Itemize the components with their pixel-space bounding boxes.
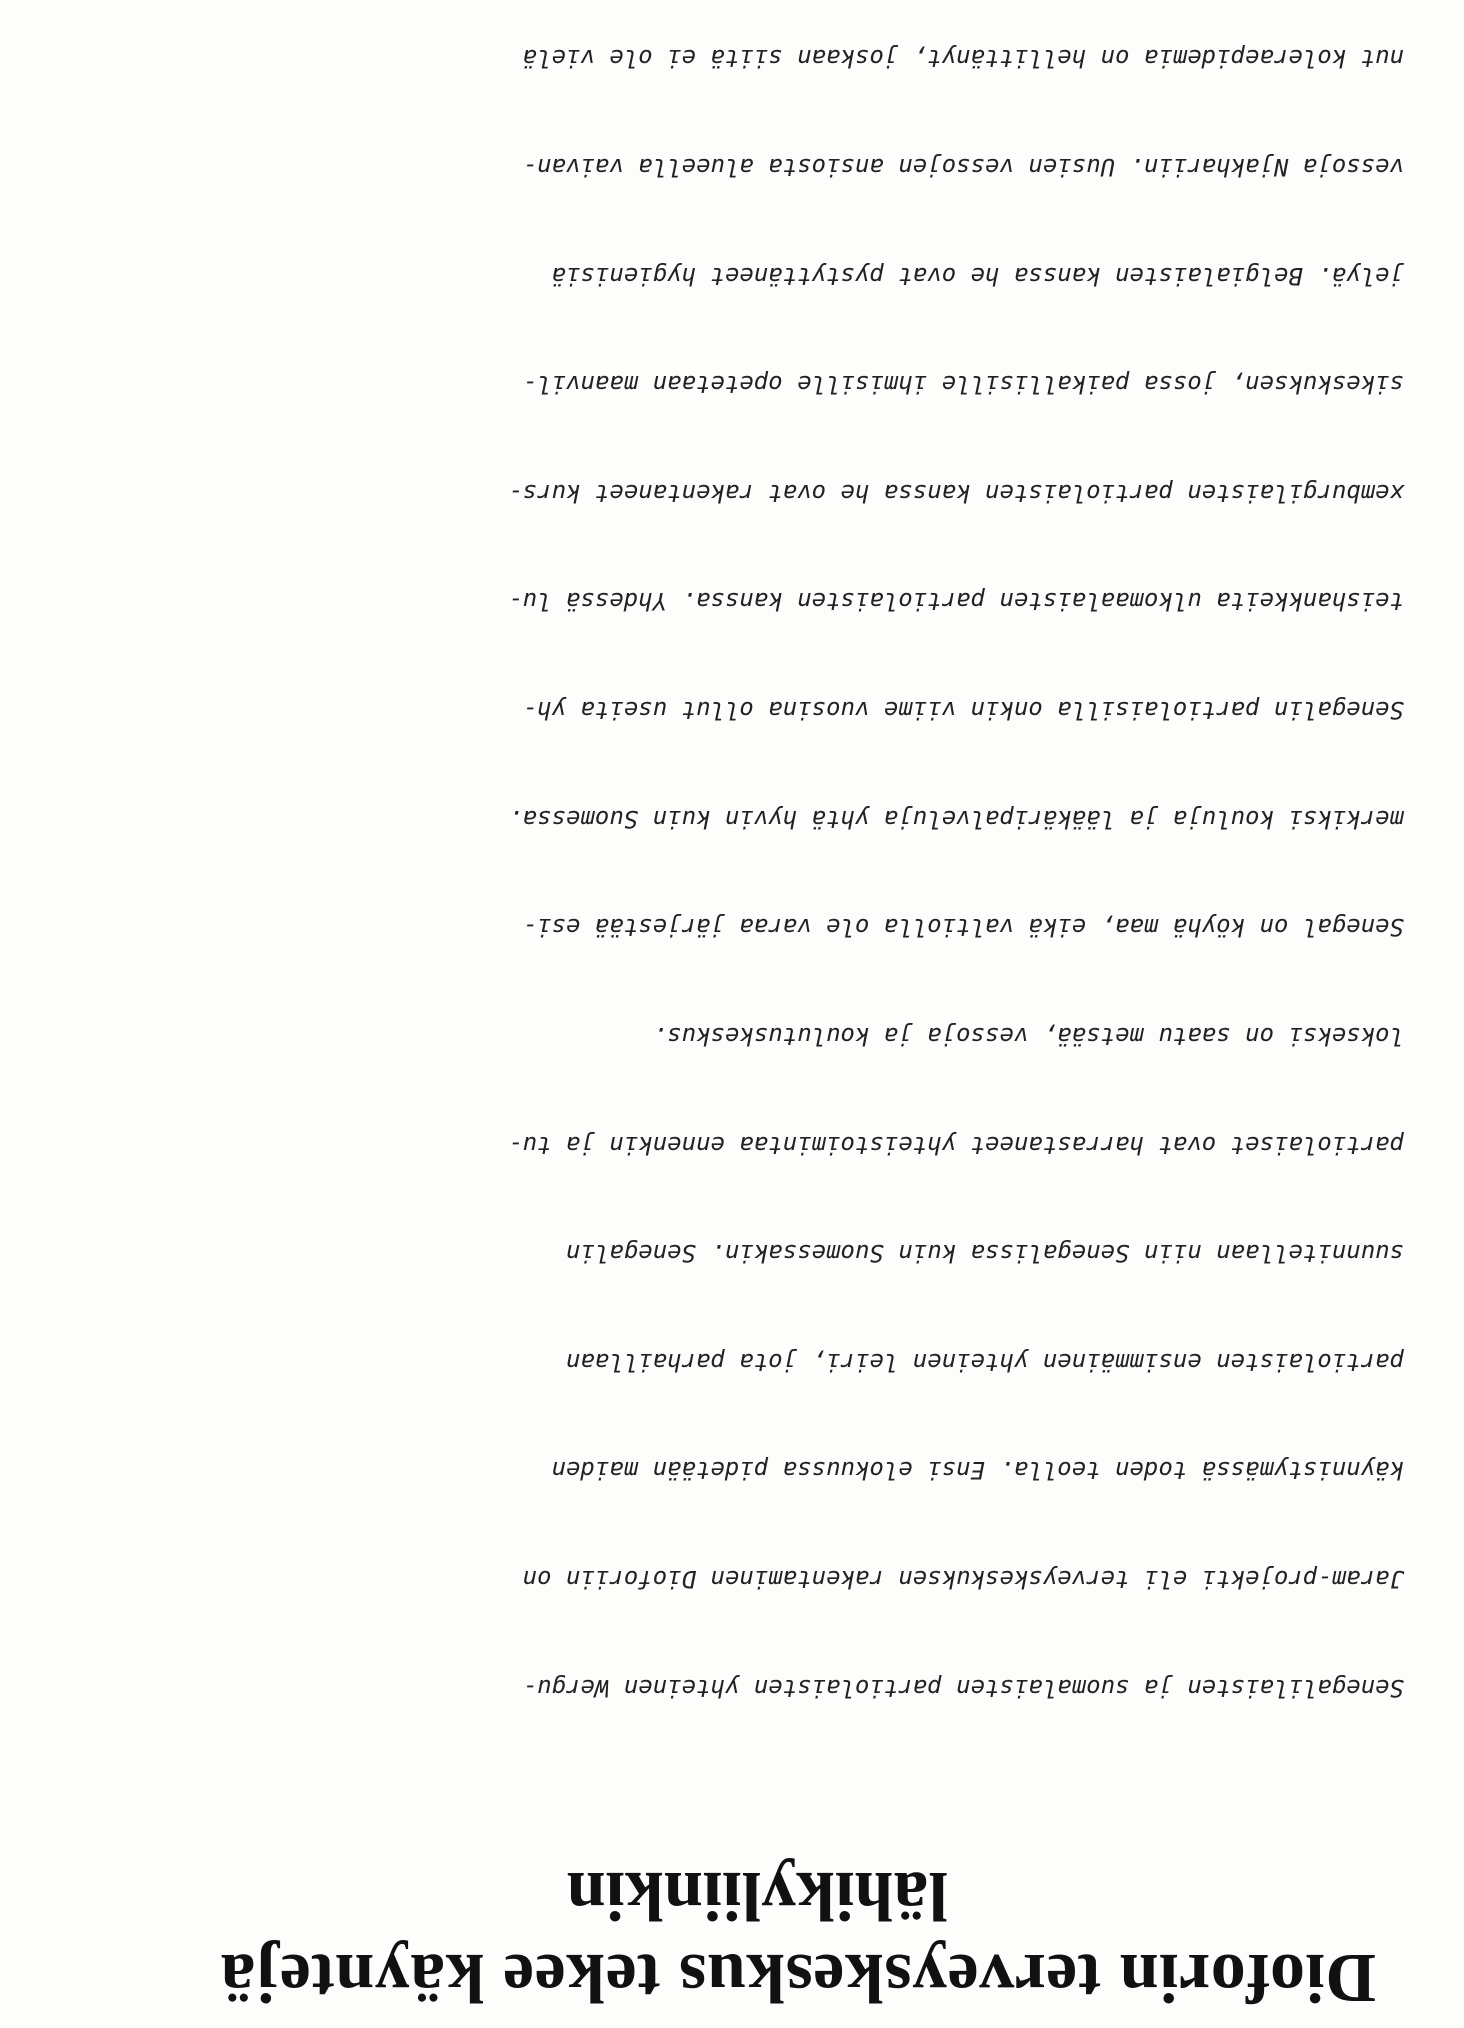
article-title-line-1: Dioforin terveyskeskus tekee käyntejä bbox=[220, 1939, 1376, 2016]
text-line: xemburgilaisten partiolaisten kanssa he ovat rakentaneet kurs- bbox=[508, 478, 1404, 507]
text-line: vessoja Njakhariin. Uusien vessojen ansiosta alueella vaivan- bbox=[522, 153, 1404, 182]
text-line: Senegalilaisten ja suomalaisten partiolaisten yhteinen Wergu- bbox=[522, 1673, 1404, 1702]
text-line: suunnitellaan niin Senegalissa kuin Suomessakin. Senegalin bbox=[565, 1239, 1404, 1268]
text-line: teishankkeita ulkomaalaisten partiolaisten kanssa. Yhdessä lu- bbox=[508, 587, 1404, 616]
text-line: Jaram-projekti eli terveyskeskuksen rakentaminen Dioforiin on bbox=[522, 1564, 1404, 1593]
text-line: merkiksi kouluja ja lääkäripalveluja yhtä hyvin kuin Suomessa. bbox=[508, 804, 1404, 833]
text-line: käynnistymässä toden teolla. Ensi elokuussa pidetään maiden bbox=[551, 1456, 1404, 1485]
text-line: Senegalin partiolaisilla onkin viime vuosina ollut useita yh- bbox=[522, 696, 1404, 725]
text-line: sikeskuksen, jossa paikallisille ihmisille opetetaan maanvil- bbox=[522, 370, 1404, 399]
text-line: jelyä. Belgialaisten kanssa he ovat pystyttäneet hygienisiä bbox=[551, 261, 1404, 290]
article-title-line-2: lähikyliinkin bbox=[566, 1857, 948, 1934]
text-line: Senegal on köyhä maa, eikä valtiolla ole varaa järjestää esi- bbox=[522, 913, 1404, 942]
text-line: partiolaiset ovat harrastaneet yhteistoimintaa ennenkin ja tu- bbox=[508, 1130, 1404, 1159]
text-line: lokseksi on saatu metsää, vessoja ja koulutuskeskus. bbox=[652, 1021, 1404, 1050]
text-line: partiolaisten ensimmäinen yhteinen leiri, jota parhaillaan bbox=[565, 1347, 1404, 1376]
text-line: nut koleraepidemia on hellittänyt, joskaan siitä ei ole vielä bbox=[522, 44, 1404, 73]
paragraph-1 bbox=[74, 0, 1404, 1778]
article bbox=[74, 0, 1404, 2018]
